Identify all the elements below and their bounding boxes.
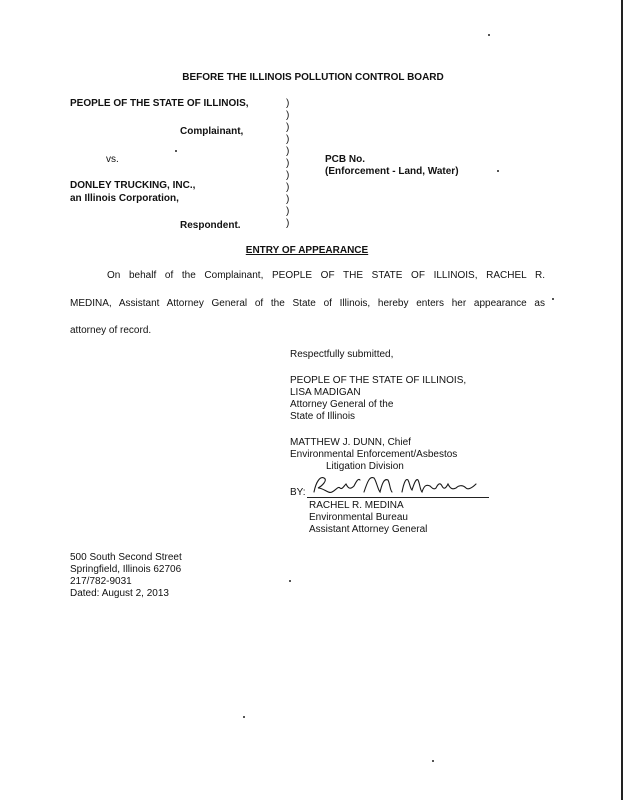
attorney-general-title-2: State of Illinois (290, 411, 356, 422)
attorney-general-name: LISA MADIGAN (290, 387, 361, 398)
caption-paren: ) (286, 134, 290, 145)
handwritten-signature (306, 472, 482, 498)
case-number: PCB No. (325, 154, 365, 165)
caption-vs: vs. (106, 154, 119, 165)
address-street: 500 South Second Street (70, 552, 182, 563)
signer-bureau: Environmental Bureau (309, 512, 408, 523)
caption-paren: ) (286, 206, 290, 217)
address-city: Springfield, Illinois 62706 (70, 564, 182, 575)
caption-paren: ) (286, 170, 290, 181)
caption-paren: ) (286, 146, 290, 157)
party-name: PEOPLE OF THE STATE OF ILLINOIS, (290, 375, 467, 386)
closing-text: Respectfully submitted, (290, 349, 394, 360)
scan-speck (432, 760, 434, 762)
caption-plaintiff: PEOPLE OF THE STATE OF ILLINOIS, (70, 98, 249, 109)
scan-speck (488, 34, 490, 36)
chief-name: MATTHEW J. DUNN, Chief (290, 437, 411, 448)
caption-plaintiff-role: Complainant, (180, 126, 244, 137)
attorney-general-title-1: Attorney General of the (290, 399, 394, 410)
chief-division-1: Environmental Enforcement/Asbestos (290, 449, 458, 460)
chief-division-2: Litigation Division (326, 461, 404, 472)
caption-paren: ) (286, 98, 290, 109)
signature-line (307, 497, 489, 498)
caption-defendant-role: Respondent. (180, 220, 241, 231)
date-line: Dated: August 2, 2013 (70, 588, 169, 599)
body-line-2: MEDINA, Assistant Attorney General of the State of Illinois, hereby enters her appearance as (70, 298, 545, 309)
caption-paren: ) (286, 194, 290, 205)
case-type: (Enforcement - Land, Water) (325, 166, 459, 177)
caption-paren: ) (286, 122, 290, 133)
scan-edge (621, 0, 623, 800)
document-heading: ENTRY OF APPEARANCE (245, 245, 369, 256)
scan-speck (552, 298, 554, 300)
scan-speck (497, 170, 499, 172)
caption-defendant-line2: an Illinois Corporation, (70, 193, 179, 204)
caption-defendant-line1: DONLEY TRUCKING, INC., (70, 180, 196, 191)
caption-paren: ) (286, 182, 290, 193)
body-line-3: attorney of record. (70, 325, 152, 336)
caption-paren: ) (286, 110, 290, 121)
address-phone: 217/782-9031 (70, 576, 132, 587)
caption-paren: ) (286, 158, 290, 169)
signer-title: Assistant Attorney General (309, 524, 428, 535)
scan-speck (175, 150, 177, 152)
body-line-1: On behalf of the Complainant, PEOPLE OF THE STATE OF ILLINOIS, RACHEL R. (107, 270, 545, 281)
scan-speck (243, 716, 245, 718)
by-label: BY: (290, 487, 306, 498)
caption-paren: ) (286, 218, 290, 229)
signer-name: RACHEL R. MEDINA (309, 500, 404, 511)
board-title: BEFORE THE ILLINOIS POLLUTION CONTROL BOARD (182, 72, 444, 83)
scan-speck (289, 580, 291, 582)
